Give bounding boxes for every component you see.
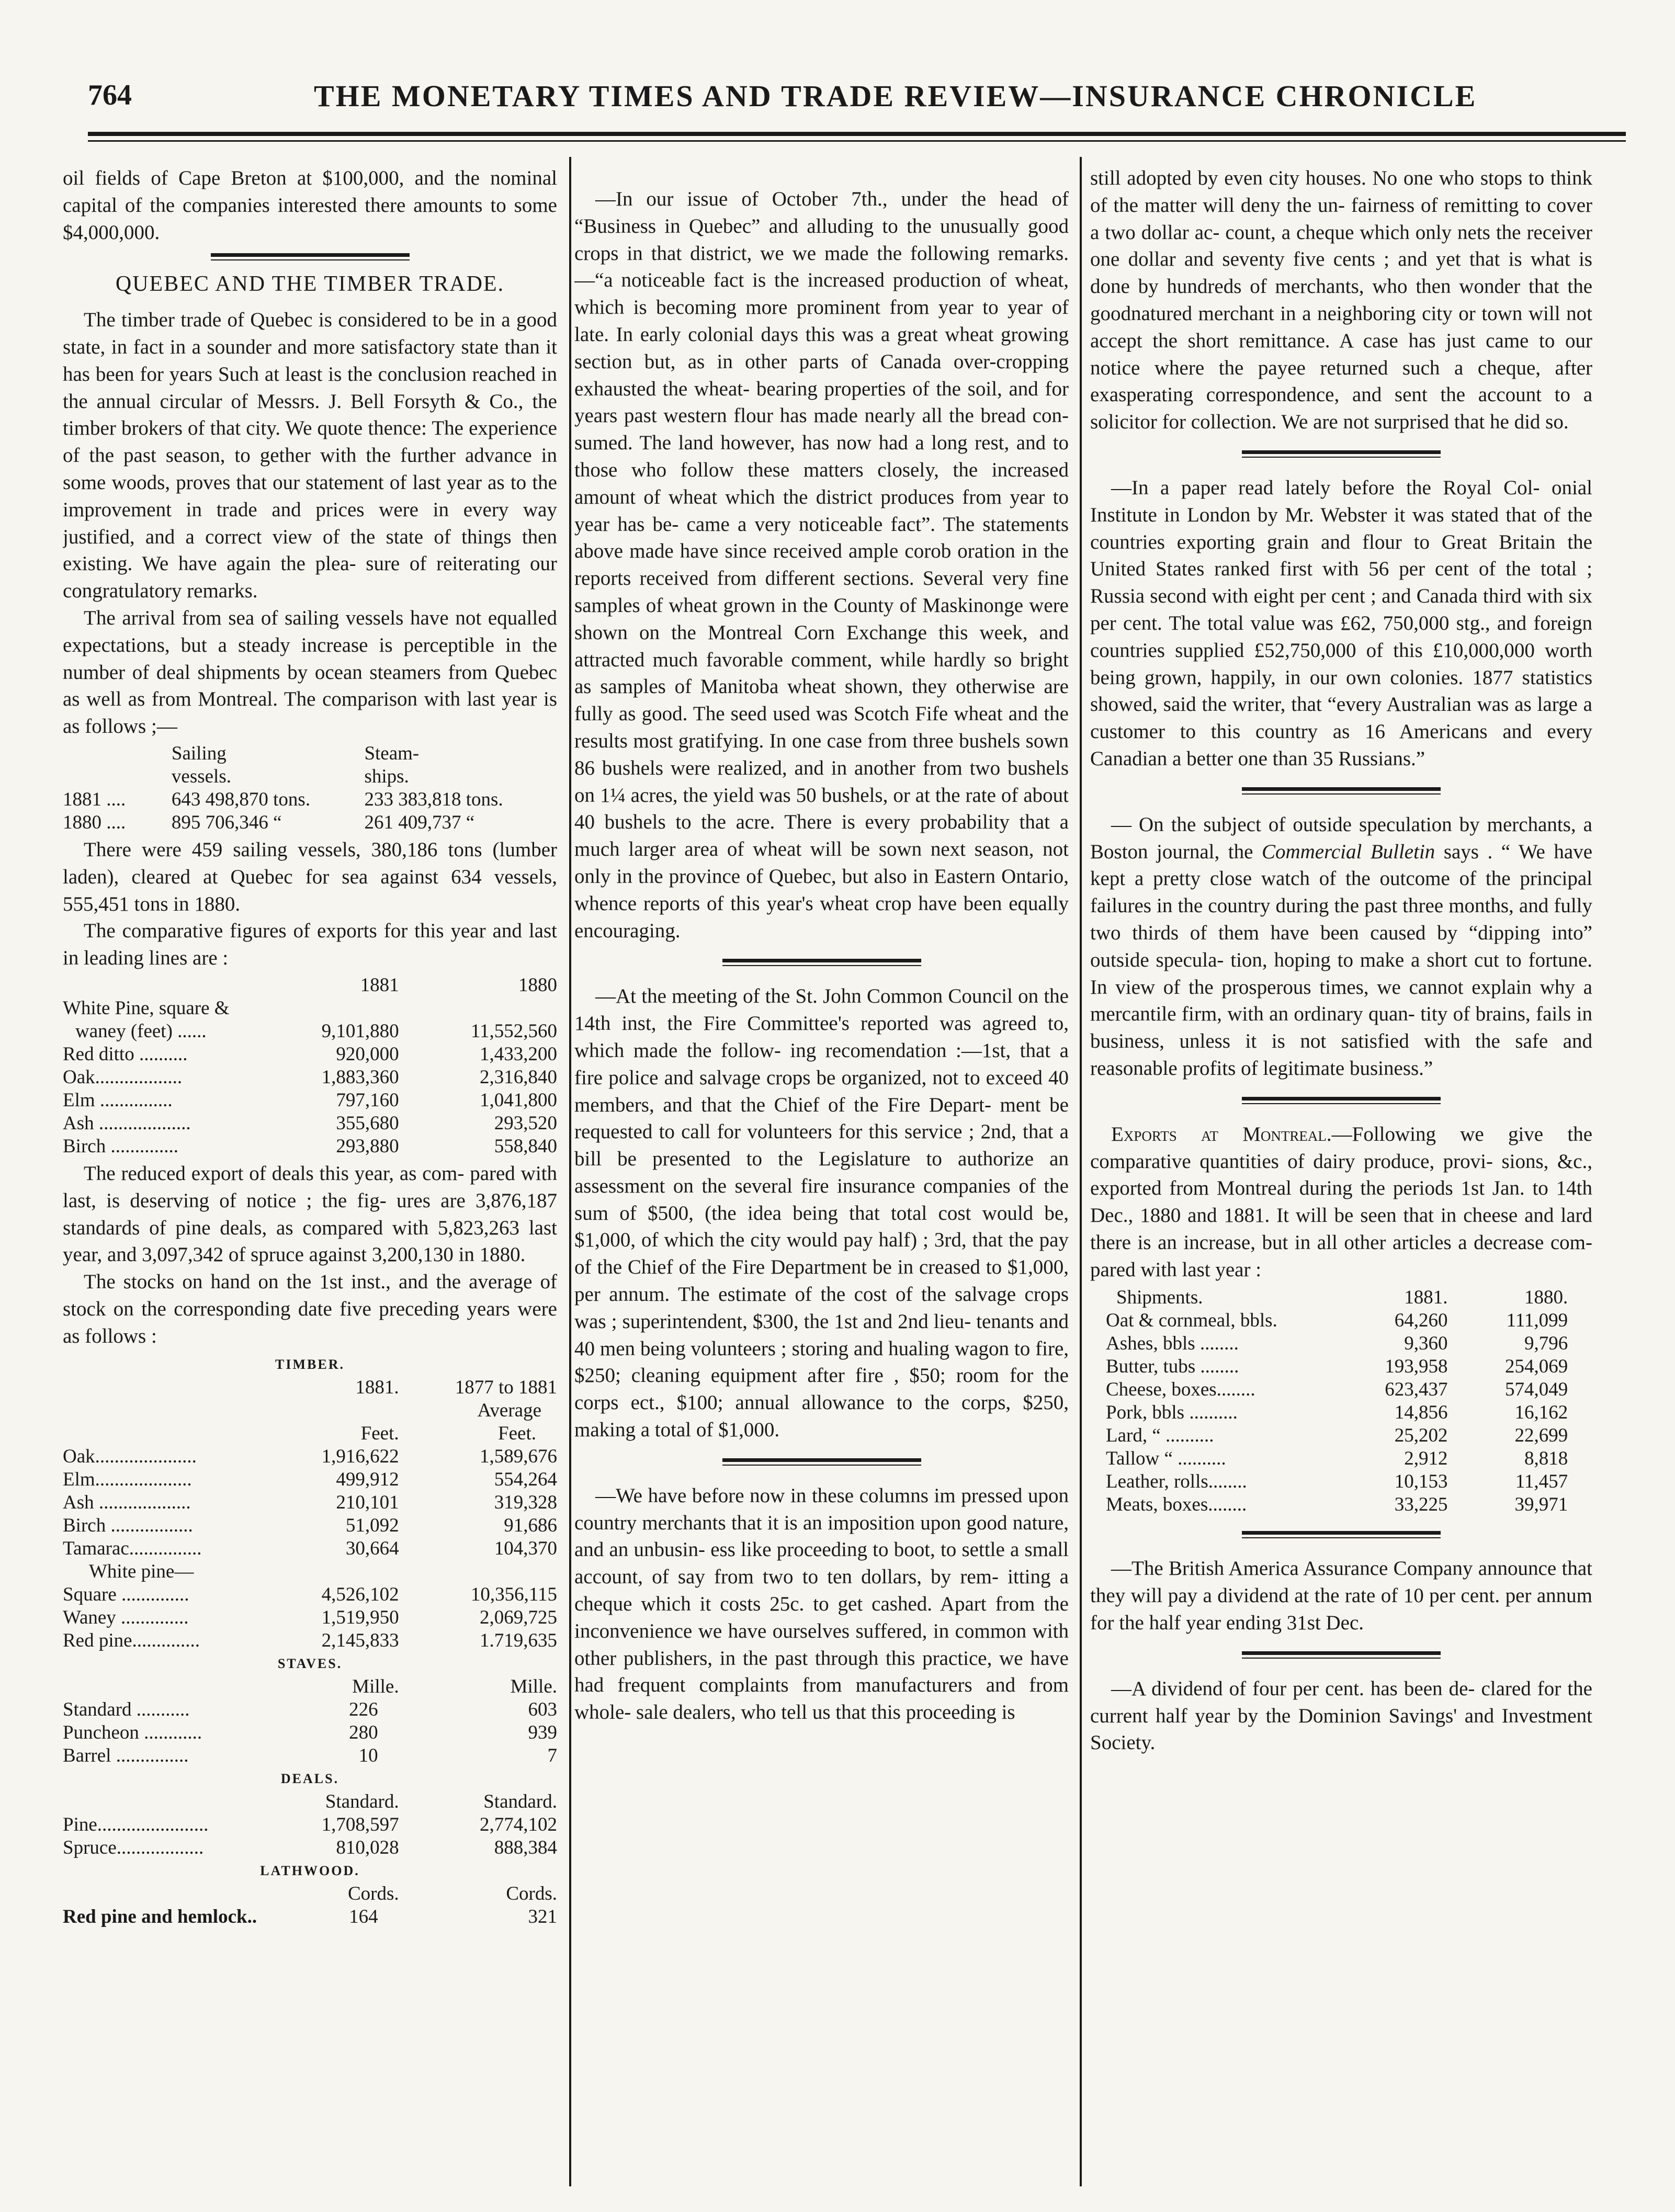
- table-cell: 91,686: [504, 1514, 557, 1536]
- table-cell: 355,680: [336, 1112, 399, 1134]
- section-divider: [722, 959, 921, 966]
- table-cell: 558,840: [494, 1135, 557, 1157]
- table-cell: 10: [358, 1744, 378, 1766]
- table-cell: 1881 ....: [63, 788, 126, 810]
- table-header: Sailing: [171, 742, 227, 764]
- table-row: [63, 1744, 557, 1767]
- table-header: ships.: [364, 765, 409, 787]
- table-header: Mille.: [352, 1675, 399, 1697]
- table-cell: Pine.......................: [63, 1813, 209, 1835]
- table-cell: 920,000: [336, 1043, 399, 1065]
- table-cell: 2,316,840: [480, 1066, 557, 1088]
- table-cell: 226: [349, 1698, 378, 1720]
- table-cell: Elm ...............: [63, 1089, 173, 1111]
- table-cell: Ash ...................: [63, 1112, 191, 1134]
- table-cell: 797,160: [336, 1089, 399, 1111]
- table-cell: 9,796: [1524, 1333, 1568, 1355]
- table-row: [63, 997, 557, 1020]
- montreal-exports-table: [1106, 1286, 1568, 1516]
- paragraph: The arrival from sea of sailing vessels have not equalled expectations, but a steady increase is perceptible in the number of deal shipments by ocean steamers from Quebec as well as from Montreal. The comparison with last year is as follows ;—: [63, 606, 557, 738]
- table-row: [1106, 1470, 1568, 1493]
- table-cell: 1880 ....: [63, 811, 126, 833]
- table-header: 1880: [518, 974, 557, 996]
- paragraph: —The British America Assurance Company announce that they will pay a dividend at the rate of 10 per cent. per annum for the half year ending 31st Dec.: [1090, 1557, 1592, 1635]
- table-row: [63, 1043, 557, 1066]
- table-header: Mille.: [510, 1675, 557, 1697]
- table-cell: 51,092: [345, 1514, 399, 1536]
- table-cell: 2,069,725: [480, 1606, 557, 1628]
- table-cell: 319,328: [494, 1491, 557, 1513]
- table-cell: 10,153: [1394, 1471, 1448, 1493]
- column-rule-1: [569, 157, 571, 2186]
- table-cell: 11,457: [1515, 1471, 1568, 1493]
- table-cell: 10,356,115: [470, 1583, 557, 1605]
- table-cell: 810,028: [336, 1836, 399, 1858]
- masthead-rule-thick: [88, 132, 1626, 136]
- table-cell: [300, 997, 399, 1020]
- table-header: Feet.: [498, 1422, 536, 1444]
- table-cell: Standard ...........: [63, 1698, 190, 1720]
- table-cell: Oat & cornmeal, bbls.: [1106, 1310, 1277, 1332]
- table-row: [63, 1629, 557, 1652]
- paragraph: The stocks on hand on the 1st inst., and the average of stock on the corresponding date five preceding years were as follows :: [63, 1271, 557, 1347]
- table-row: [63, 1066, 557, 1089]
- page-number: 764: [88, 79, 132, 111]
- table-cell: 888,384: [494, 1836, 557, 1858]
- table-cell: Oak..................: [63, 1066, 183, 1088]
- table-cell: 293,520: [494, 1112, 557, 1134]
- table-cell: 104,370: [494, 1537, 557, 1559]
- table-cell: 499,912: [336, 1468, 399, 1490]
- publication-title: Commercial Bulletin: [1261, 840, 1435, 863]
- section-divider: [1242, 1097, 1441, 1104]
- table-row: [1106, 1401, 1568, 1424]
- table-cell: [399, 1560, 557, 1583]
- table-row: [1106, 1447, 1568, 1470]
- table-cell: Red pine and hemlock..: [63, 1905, 257, 1927]
- table-cell: 261 409,737 “: [364, 811, 475, 833]
- table-header: Cords.: [506, 1882, 557, 1904]
- section-divider: [1242, 450, 1441, 458]
- table-header: 1881.: [355, 1376, 399, 1398]
- table-cell: Butter, tubs ........: [1106, 1356, 1239, 1378]
- table-cell: 25,202: [1394, 1425, 1448, 1447]
- table-row: [63, 1606, 557, 1629]
- table-cell: Waney ..............: [63, 1606, 189, 1628]
- paragraph: [1090, 1121, 1592, 1284]
- table-cell: 554,264: [494, 1468, 557, 1490]
- table-cell: 254,069: [1504, 1356, 1568, 1378]
- table-cell: 22,699: [1514, 1425, 1568, 1447]
- table-cell: 321: [528, 1905, 557, 1927]
- table-row: [63, 1813, 557, 1836]
- table-cell: 14,856: [1394, 1402, 1448, 1424]
- table-row: [63, 788, 557, 811]
- table-cell: Tallow “ ..........: [1106, 1448, 1226, 1470]
- table-cell: 939: [528, 1721, 557, 1743]
- table-header: Standard.: [325, 1790, 399, 1812]
- table-cell: Ashes, bbls ........: [1106, 1333, 1239, 1355]
- table-cell: 16,162: [1514, 1402, 1568, 1424]
- table-cell: 164: [349, 1905, 378, 1927]
- table-cell: 1,883,360: [321, 1066, 399, 1088]
- table-section-label: STAVES.: [277, 1655, 343, 1671]
- stocks-table: [63, 1353, 557, 1929]
- table-cell: 1.719,635: [480, 1629, 557, 1651]
- table-cell: Tamarac...............: [63, 1537, 202, 1559]
- table-header: Feet.: [360, 1422, 399, 1444]
- paragraph: —In a paper read lately before the Royal Col- onial Institute in London by Mr. Webster it was stated that of the countries exporting grain and flour to Great Britain the United States ranked first with 56 per cent of the total ; Russia second with eight per cent ; and Canada third with six per cent. The total value was £62, 750,000 stg., and foreign countries supplied £52,750,000 of this £10,000,000 worth being grown, happily, in our own colonies. 1877 statistics showed, said the writer, that “every Australian was as large a customer to this country as 16 Americans and every Canadian a better one than 35 Russians.”: [1090, 476, 1592, 770]
- table-cell: Cheese, boxes........: [1106, 1379, 1255, 1401]
- table-header: Average: [477, 1399, 541, 1421]
- table-cell: Oak.....................: [63, 1445, 197, 1467]
- table-cell: 643 498,870 tons.: [171, 788, 311, 810]
- table-row: [1106, 1355, 1568, 1378]
- table-cell: 293,880: [336, 1135, 399, 1157]
- paragraph: still adopted by even city houses. No one who stops to think of the matter will deny the un- fairness of remitting to cover a two dollar ac- count, a cheque which only nets the receiver one dollar and seventy five cents ; and yet that is what is done by hundreds of merchants, who then wonder that the goodnatured merchant in a neighboring city or town will not accept the short remittance. A case has just came to our notice where the payee returned such a cheque, after exasperating correspondence, and sent the account to a solicitor for collection. We are not surprised that he did so.: [1090, 167, 1592, 434]
- table-cell: 7: [547, 1744, 557, 1766]
- table-cell: 2,774,102: [480, 1813, 557, 1835]
- table-cell: Barrel ...............: [63, 1744, 189, 1766]
- table-header: Cords.: [347, 1882, 399, 1904]
- table-cell: Meats, boxes........: [1106, 1494, 1247, 1516]
- table-cell: Spruce..................: [63, 1836, 204, 1858]
- table-row: [1106, 1493, 1568, 1516]
- table-header: 1880.: [1524, 1287, 1568, 1309]
- table-row: [63, 1836, 557, 1859]
- table-cell: 64,260: [1394, 1310, 1448, 1332]
- table-cell: 4,526,102: [321, 1583, 399, 1605]
- column-3: [1090, 165, 1592, 2205]
- table-cell: 280: [349, 1721, 378, 1743]
- section-divider: [1242, 787, 1441, 795]
- table-cell: 9,101,880: [321, 1020, 399, 1042]
- table-cell: 233 383,818 tons.: [364, 788, 503, 810]
- table-cell: 193,958: [1385, 1356, 1448, 1378]
- table-row: [63, 1089, 557, 1112]
- table-cell: 33,225: [1394, 1494, 1448, 1516]
- paragraph: —We have before now in these columns im pressed upon country merchants that it is an imposition upon good nature, and an unbusin- ess like proceeding to boot, to settle a small account, of say from two to ten dollars, by rem- itting a cheque which it costs 25c. to get cashed. Apart from the inconvenience we have ourselves suffered, in common with other publishers, in the past through this practice, we have had frequent complaints from manufacturers and from whole- sale dealers, who tell us that this proceeding is: [574, 1484, 1069, 1724]
- table-row: [63, 1135, 557, 1158]
- section-divider: [1242, 1651, 1441, 1659]
- table-row: [63, 1468, 557, 1491]
- shipping-comparison-table: [63, 742, 557, 834]
- table-cell: 895 706,346 “: [171, 811, 282, 833]
- table-cell: Ash ...................: [63, 1491, 191, 1513]
- table-cell: Birch ..............: [63, 1135, 178, 1157]
- table-cell: Red ditto ..........: [63, 1043, 188, 1065]
- table-cell: Birch .................: [63, 1514, 193, 1536]
- table-cell: Red pine..............: [63, 1629, 200, 1651]
- column-rule-2: [1080, 157, 1082, 2186]
- table-cell: White pine—: [89, 1560, 194, 1582]
- table-cell: 623,437: [1385, 1379, 1448, 1401]
- table-row: [1106, 1378, 1568, 1401]
- table-cell: [300, 1560, 399, 1583]
- table-row: [63, 1445, 557, 1468]
- table-cell: Lard, “ ..........: [1106, 1425, 1214, 1447]
- table-row: [1106, 1332, 1568, 1355]
- paragraph: The comparative figures of exports for this year and last in leading lines are :: [63, 920, 557, 970]
- paragraph: There were 459 sailing vessels, 380,186 tons (lumber laden), cleared at Quebec for sea against 634 vessels, 555,451 tons in 1880.: [63, 838, 557, 915]
- paragraph: —At the meeting of the St. John Common Council on the 14th inst, the Fire Committee's reported was agreed to, which made the follow- ing recomendation :—1st, that a fire police and salvage crops be organized, not to exceed 40 members, and that the Chief of the Fire Depart- ment be requested to call for volunteers for this service ; 2nd, that a bill be presented to the Legislature to authorize an assessment on the several fire insurance companies of the sum of $500, (the idea being that total cost would be, $1,000, of which the city would pay half) ; 3rd, that the pay of the Chief of the Fire Department be in creased to $1,000, per annum. The estimate of the cost of the salvage crops was ; superintendent, $300, the 1st and 2nd lieu- tenants and 40 men being volunteers ; storing and hualing wagon to fire, $250; cleaning equipment after fire , $50; room for the corps ect., $100; annual allowance to the corps, $250, making a total of $1,000.: [574, 985, 1069, 1442]
- paragraph: The timber trade of Quebec is considered to be in a good state, in fact in a sounder and more satisfactory state than it has been for years Such at least is the conclusion reached in the annual circular of Messrs. J. Bell Forsyth & Co., the timber brokers of that city. We quote thence: The experience of the past season, to gether with the further advance in some woods, proves that our statement of last year as to the improvement in trade and prices were in every way justified, and a correct view of the state of things then existing. We have again the plea- sure of reiterating our congratulatory remarks.: [63, 309, 557, 603]
- section-divider: [722, 1458, 921, 1466]
- section-divider: [211, 253, 410, 260]
- table-row: [63, 1537, 557, 1560]
- table-row: [63, 1112, 557, 1135]
- article-heading: QUEBEC AND THE TIMBER TRADE.: [115, 272, 505, 297]
- table-cell: 39,971: [1514, 1494, 1568, 1516]
- table-row: [63, 1491, 557, 1514]
- table-cell: 1,041,800: [480, 1089, 557, 1111]
- table-header: Shipments.: [1116, 1287, 1203, 1309]
- masthead: THE MONETARY TIMES AND TRADE REVIEW—INSURANCE CHRONICLE: [314, 79, 1477, 113]
- text-run: — On the subject of outside speculation by merchants, a Boston journal, the: [1090, 813, 1592, 863]
- table-row: [63, 811, 557, 834]
- paragraph: —A dividend of four per cent. has been de- clared for the current half year by the Dominion Savings' and Investment Society.: [1090, 1677, 1592, 1754]
- table-cell: Square ..............: [63, 1583, 189, 1605]
- table-cell: White Pine, square &: [63, 997, 230, 1019]
- table-cell: 8,818: [1524, 1448, 1568, 1470]
- table-cell: 9,360: [1404, 1333, 1448, 1355]
- table-cell: waney (feet) ......: [75, 1020, 207, 1042]
- table-row: [63, 1905, 557, 1929]
- column-1: [63, 165, 557, 2205]
- table-section-label: DEALS.: [280, 1771, 339, 1786]
- article-intro: oil fields of Cape Breton at $100,000, and the nominal capital of the companies interested there amounts to some $4,000,000.: [63, 167, 557, 244]
- table-cell: 2,145,833: [321, 1629, 399, 1651]
- text-run: says . “ We have kept a pretty close watch of the outcome of the principal failures in the country during the past three months, and fully two thirds of them have been caused by “dipping into” outside specula- tion, hoping to make a short cut to fortune. In view of the prosperous times, we cannot explain why a mercantile firm, with an ordinary quan- tity of brains, fails in business, unless it is not satisfied with the safe and reasonable profits of legitimate business.”: [1090, 840, 1592, 1080]
- table-header: 1881: [360, 974, 399, 996]
- table-cell: Elm....................: [63, 1468, 192, 1490]
- table-cell: 2,912: [1404, 1448, 1448, 1470]
- table-row: [63, 1560, 557, 1583]
- paragraph: [1090, 811, 1592, 1082]
- table-cell: 111,099: [1506, 1310, 1568, 1332]
- paragraph: —In our issue of October 7th., under the head of “Business in Quebec” and alluding to the unusually good crops in that district, we we made the following remarks.—“a noticeable fact is the increased production of wheat, which is becoming more prominent from year to year of late. In early colonial days this was a great wheat growing section but, as in other parts of Canada over-cropping exhausted the wheat- bearing properties of the soil, and for years past western flour has made nearly all the bread con- sumed. The land however, has now had a long rest, and to those who follow these matters closely, the increased amount of wheat which the district produces from year to year has be- came a very noticeable fact”. The statements above made have since received ample corob oration in the reports received from different sections. Several very fine samples of wheat grown in the County of Maskinonge were shown on the Montreal Corn Exchange this week, and attracted much favorable comment, while hardly so bright as samples of Manitoba wheat shown, they otherwise are fully as good. The seed used was Scotch Fife wheat and the results most gratifying. In one case from three bushels sown 86 bushels were realized, and in another from two bushels on 1¼ acres, the yield was 50 bushels, or at the rate of about 40 bushels to the acre. There is every probability that a much larger area of wheat will be sown next season, not only in the province of Quebec, but also in Eastern Ontario, whence reports of this year's wheat crop have been equally encouraging.: [574, 188, 1069, 942]
- table-cell: Puncheon ............: [63, 1721, 202, 1743]
- exports-table: [63, 974, 557, 1158]
- table-header: Standard.: [483, 1790, 557, 1812]
- section-label: Exports at Montreal.: [1111, 1122, 1332, 1145]
- table-row: [63, 1514, 557, 1537]
- table-cell: 1,589,676: [480, 1445, 557, 1467]
- table-header: 1881.: [1404, 1287, 1448, 1309]
- text-run: —Following we give the comparative quantities of dairy produce, provi- sions, &c., exported from Montreal during the periods 1st Jan. to 14th Dec., 1880 and 1881. It will be seen that in cheese and lard there is an increase, but in all other articles a decrease com- pared with last year :: [1090, 1122, 1592, 1281]
- table-row: [63, 1698, 557, 1721]
- table-cell: 30,664: [345, 1537, 399, 1559]
- table-row: [63, 1721, 557, 1744]
- table-cell: Pork, bbls ..........: [1106, 1402, 1238, 1424]
- table-section-label: LATHWOOD.: [260, 1863, 360, 1878]
- table-cell: 1,708,597: [321, 1813, 399, 1835]
- table-row: [1106, 1424, 1568, 1447]
- table-section-label: TIMBER.: [275, 1356, 345, 1372]
- table-cell: 1,916,622: [321, 1445, 399, 1467]
- table-cell: 574,049: [1504, 1379, 1568, 1401]
- masthead-rule-thin: [88, 140, 1626, 142]
- section-divider: [1242, 1531, 1441, 1538]
- table-header: vessels.: [171, 765, 231, 787]
- table-row: [63, 1583, 557, 1606]
- table-row: [63, 1020, 557, 1043]
- paragraph: The reduced export of deals this year, as com- pared with last, is deserving of notice ; the fig- ures are 3,876,187 standards of pine deals, as compared with 5,823,263 last year, and 3,097,342 of spruce against 3,200,130 in 1880.: [63, 1162, 557, 1266]
- column-2: [574, 165, 1069, 2205]
- table-cell: 11,552,560: [470, 1020, 557, 1042]
- table-cell: 603: [528, 1698, 557, 1720]
- table-row: [1106, 1309, 1568, 1332]
- table-header: Steam-: [364, 742, 420, 764]
- table-cell: [399, 997, 557, 1020]
- table-cell: Leather, rolls........: [1106, 1471, 1247, 1493]
- table-header: 1877 to 1881: [455, 1376, 557, 1398]
- table-cell: 1,519,950: [321, 1606, 399, 1628]
- table-cell: 210,101: [336, 1491, 399, 1513]
- table-cell: 1,433,200: [480, 1043, 557, 1065]
